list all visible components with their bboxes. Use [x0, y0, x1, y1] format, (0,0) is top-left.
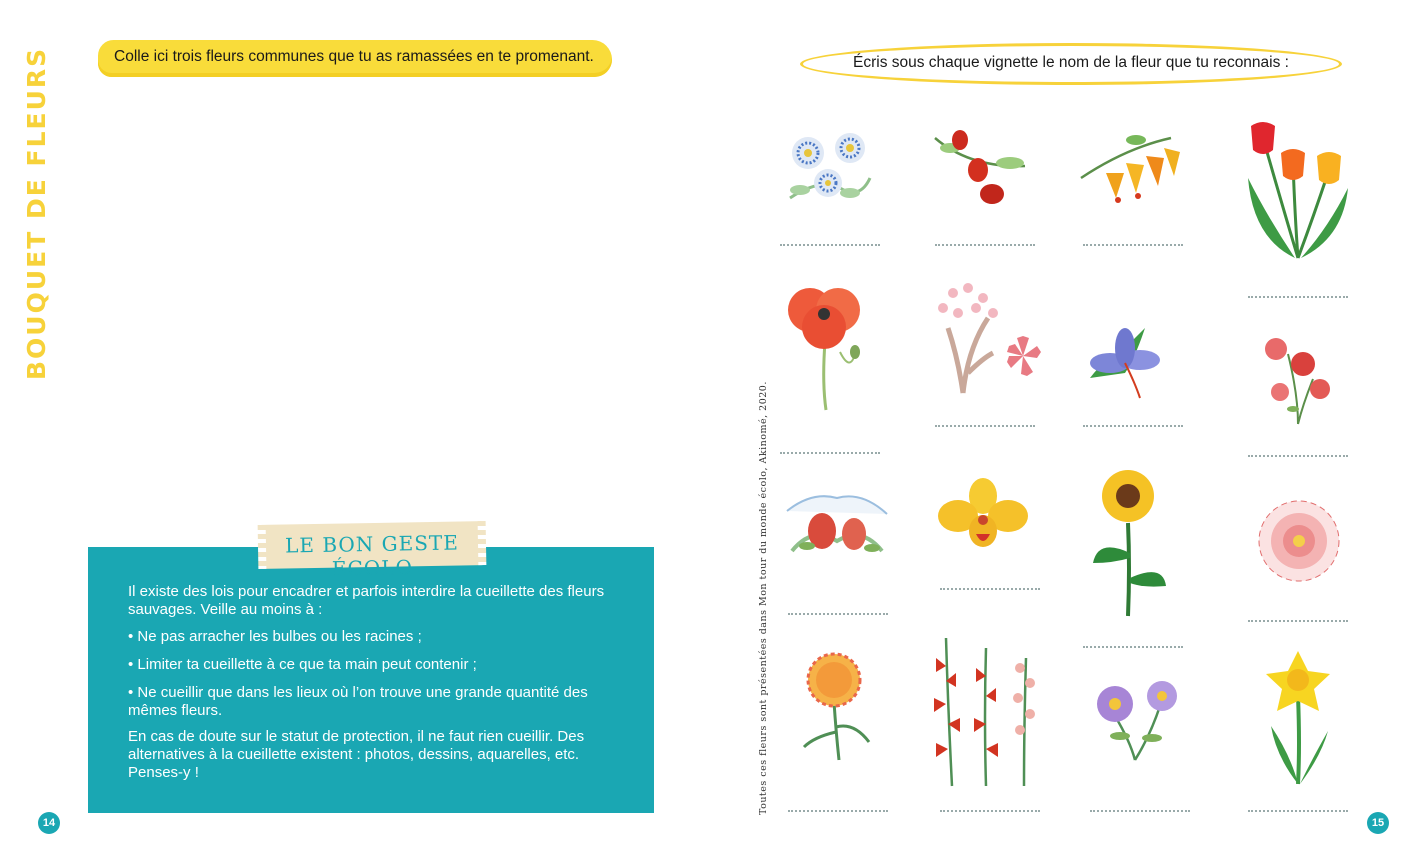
eco-tip-box	[88, 547, 654, 813]
answer-line	[935, 425, 1035, 427]
tip-item: • Limiter ta cueillette à ce que ta main peut contenir ;	[128, 656, 477, 673]
tip-item: • Ne pas arracher les bulbes ou les racines ;	[128, 628, 422, 645]
left-instruction-banner	[98, 40, 612, 77]
daffodil-icon	[1256, 646, 1340, 786]
carnation-icon	[794, 652, 884, 762]
lobster-claw-flower-icon	[1076, 128, 1186, 210]
answer-line	[1083, 646, 1183, 648]
answer-line	[940, 588, 1040, 590]
sunflower-icon	[1088, 468, 1168, 618]
roses-icon	[1258, 334, 1338, 426]
answer-line	[1083, 244, 1183, 246]
right-instruction-banner	[800, 43, 1342, 85]
tip-closing: En cas de doute sur le statut de protection, il ne faut rien cueillir. Des alternatives à la cueillette existent : photos, dessins, aquarelles, etc. Penses-y !	[128, 728, 585, 781]
answer-line	[1248, 620, 1348, 622]
page-number-left: 14	[38, 812, 60, 834]
aster-icon	[1090, 676, 1184, 762]
answer-line	[1090, 810, 1190, 812]
tulips-icon	[1243, 118, 1353, 263]
answer-line	[1083, 425, 1183, 427]
dahlia-icon	[1256, 498, 1342, 584]
hibiscus-sprig-icon	[930, 128, 1030, 210]
right-instruction-text: Écris sous chaque vignette le nom de la fleur que tu reconnais :	[853, 54, 1289, 71]
answer-line	[1248, 296, 1348, 298]
crocus-icon	[1085, 318, 1169, 404]
cherry-blossom-icon	[928, 278, 1046, 398]
tip-title-tape	[262, 521, 483, 581]
tip-item: • Ne cueillir que dans les lieux où l’on trouve une grande quantité des mêmes fleurs.	[128, 684, 588, 719]
illustration-credit: Toutes ces fleurs sont présentées dans Mon tour du monde écolo, Akinomé, 2020.	[758, 381, 769, 815]
answer-line	[935, 244, 1035, 246]
answer-line	[780, 244, 880, 246]
answer-line	[1248, 455, 1348, 457]
tip-title: LE BON GESTE ÉCOLO	[284, 530, 460, 581]
passion-flower-icon	[780, 128, 876, 210]
answer-line	[780, 452, 880, 454]
page-number-right: 15	[1367, 812, 1389, 834]
tip-intro: Il existe des lois pour encadrer et parfois interdire la cueillette des fleurs sauvages. Veille au moins à :	[128, 583, 605, 618]
answer-line	[788, 810, 888, 812]
orchid-icon	[938, 476, 1028, 556]
answer-line	[1248, 810, 1348, 812]
vertical-page-title: BOUQUET DE FLEURS	[22, 46, 51, 380]
protea-icon	[782, 486, 892, 568]
poppy-icon	[780, 282, 870, 412]
left-instruction-text: Colle ici trois fleurs communes que tu as ramassées en te promenant.	[114, 48, 594, 65]
answer-line	[940, 810, 1040, 812]
answer-line	[788, 613, 888, 615]
red-spike-flowers-icon	[916, 628, 1048, 790]
